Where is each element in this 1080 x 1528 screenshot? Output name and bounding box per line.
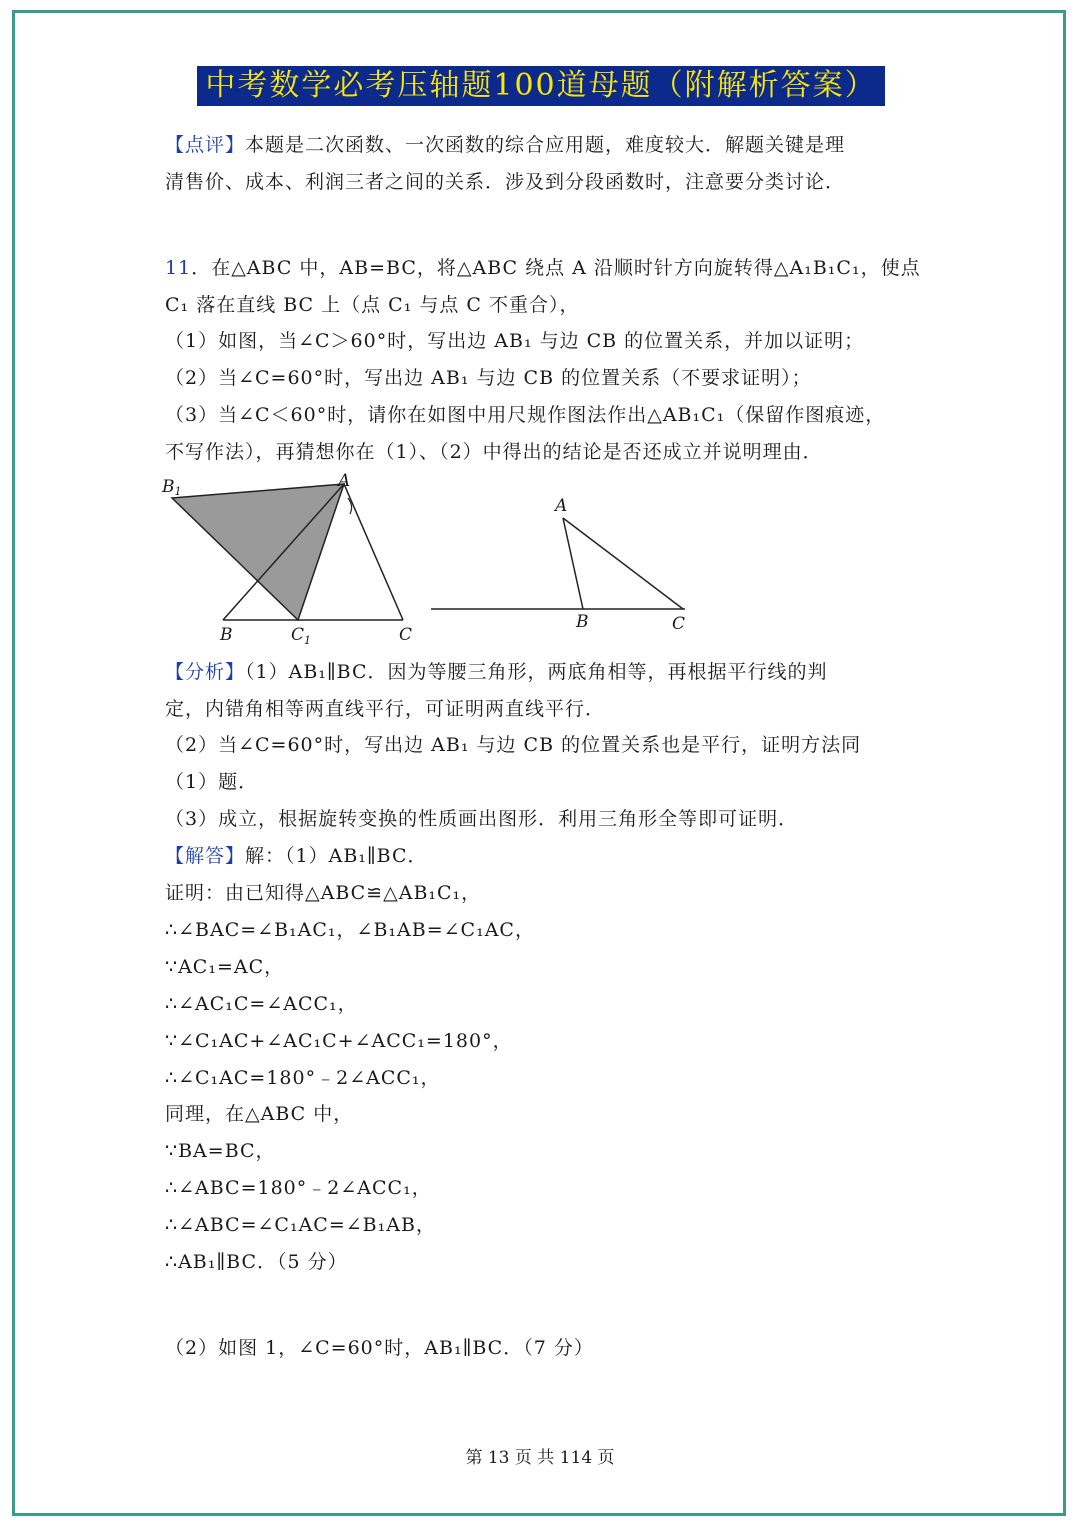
answer-line-8: 同理，在△ABC 中， xyxy=(165,1103,354,1125)
analysis-line-4: （1）题． xyxy=(165,771,259,793)
review-line-1: 【点评】本题是二次函数、一次函数的综合应用题，难度较大．解题关键是理 xyxy=(165,134,846,156)
answer-line-7: ∴∠C₁AC=180°﹣2∠ACC₁， xyxy=(165,1067,441,1089)
analysis-line-2: 定，内错角相等两直线平行，可证明两直线平行． xyxy=(165,698,606,720)
figure-construction-diagram xyxy=(425,490,705,640)
answer-line-10: ∴∠ABC=180°﹣2∠ACC₁， xyxy=(165,1177,432,1199)
question-number: 11 xyxy=(165,257,192,279)
question-line-4: （2）当∠C=60°时，写出边 AB₁ 与边 CB 的位置关系（不要求证明）； xyxy=(165,367,812,389)
question-line-2: C₁ 落在直线 BC 上（点 C₁ 与点 C 不重合）， xyxy=(165,294,580,316)
analysis-line-3: （2）当∠C=60°时，写出边 AB₁ 与边 CB 的位置关系也是平行，证明方法同 xyxy=(165,734,862,756)
answer-line-12: ∴AB₁∥BC．（5 分） xyxy=(165,1251,348,1273)
answer-line-1: 【解答】解：（1）AB₁∥BC． xyxy=(165,845,428,867)
label-b-fig1: B xyxy=(220,625,233,645)
analysis-line-1: 【分析】（1）AB₁∥BC．因为等腰三角形，两底角相等，再根据平行线的判 xyxy=(165,661,828,683)
question-line-5: （3）当∠C＜60°时，请你在如图中用尺规作图法作出△AB₁C₁（保留作图痕迹， xyxy=(165,404,886,426)
segment-ac-fig2 xyxy=(563,518,683,609)
analysis-line-5: （3）成立，根据旋转变换的性质画出图形．利用三角形全等即可证明． xyxy=(165,808,799,830)
analysis-tag: 【分析】 xyxy=(165,661,246,683)
answer-tag: 【解答】 xyxy=(165,845,246,867)
review-tag: 【点评】 xyxy=(165,134,246,156)
answer-line-11: ∴∠ABC=∠C₁AC=∠B₁AB， xyxy=(165,1214,436,1236)
segment-ac xyxy=(344,484,403,620)
answer-line-5: ∴∠AC₁C=∠ACC₁， xyxy=(165,993,358,1015)
answer-line-3: ∴∠BAC=∠B₁AC₁，∠B₁AB=∠C₁AC， xyxy=(165,919,535,941)
label-b-fig2: B xyxy=(576,612,589,632)
answer-line-6: ∵∠C₁AC+∠AC₁C+∠ACC₁=180°， xyxy=(165,1030,513,1052)
answer-line-9: ∵BA=BC， xyxy=(165,1140,276,1162)
label-b1: B1 xyxy=(162,477,182,498)
review-line-2: 清售价、成本、利润三者之间的关系．涉及到分段函数时，注意要分类讨论． xyxy=(165,171,846,193)
figure-rotation-diagram xyxy=(160,470,430,650)
answer-line-2: 证明：由已知得△ABC≌△AB₁C₁， xyxy=(165,882,482,904)
page-frame xyxy=(12,10,1066,1516)
label-a-fig2: A xyxy=(555,496,568,516)
label-c-fig2: C xyxy=(672,614,686,634)
question-line-3: （1）如图，当∠C＞60°时，写出边 AB₁ 与边 CB 的位置关系，并加以证明； xyxy=(165,330,865,352)
page-footer: 第 13 页 共 114 页 xyxy=(465,1448,615,1468)
answer-line-4: ∵AC₁=AC， xyxy=(165,956,285,978)
question-line-6: 不写作法），再猜想你在（1）、（2）中得出的结论是否还成立并说明理由． xyxy=(165,441,823,463)
page-title: 中考数学必考压轴题100道母题（附解析答案） xyxy=(197,66,885,106)
answer-line-13: （2）如图 1，∠C=60°时，AB₁∥BC．（7 分） xyxy=(165,1337,594,1359)
label-c1: $C_1$ xyxy=(291,625,312,647)
label-a-fig1: A xyxy=(338,471,351,491)
shaded-triangle-ab1c1 xyxy=(172,484,344,620)
question-line-1: 11．在△ABC 中，AB=BC，将△ABC 绕点 A 沿顺时针方向旋转得△A₁B₁C₁，使点 xyxy=(165,257,921,279)
label-c-fig1: C xyxy=(399,625,413,645)
